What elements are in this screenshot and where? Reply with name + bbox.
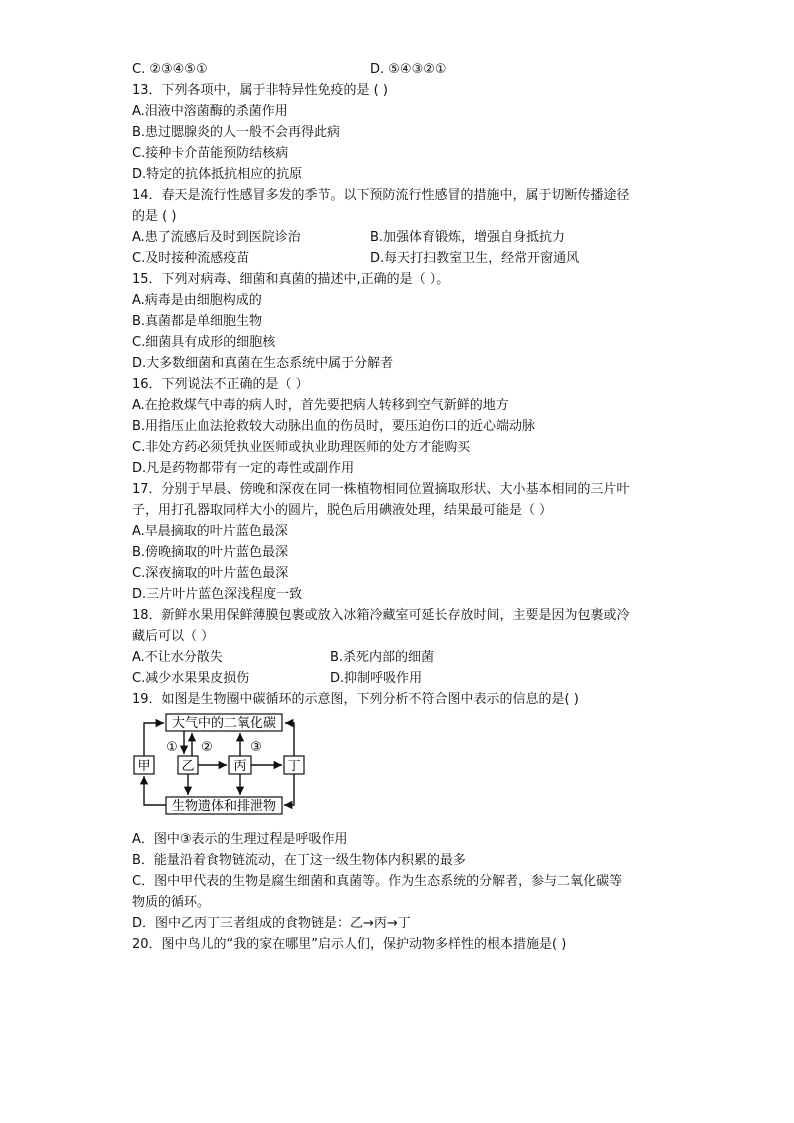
q17-option-b: B.傍晚摘取的叶片蓝色最深 bbox=[132, 545, 289, 560]
node-jia-label: 甲 bbox=[137, 759, 151, 774]
arrow-ding-to-co2 bbox=[285, 723, 294, 756]
arrow-ding-to-remains bbox=[284, 774, 294, 805]
q13-option-b: B.患过腮腺炎的人一般不会再得此病 bbox=[132, 125, 341, 140]
q16-option-a: A.在抢救煤气中毒的病人时，首先要把病人转移到空气新鲜的地方 bbox=[132, 398, 509, 413]
option-c-line1: C. ②③④⑤① bbox=[132, 62, 208, 77]
label-2: ② bbox=[201, 740, 213, 755]
q15-option-d: D.大多数细菌和真菌在生态系统中属于分解者 bbox=[132, 356, 394, 371]
question-20: 20．图中鸟儿的“我的家在哪里”启示人们，保护动物多样性的根本措施是( ) bbox=[132, 937, 567, 952]
q19-option-a: A．图中③表示的生理过程是呼吸作用 bbox=[132, 832, 348, 847]
question-16: 16．下列说法不正确的是（ ） bbox=[132, 377, 309, 392]
q19-option-c: C．图中甲代表的生物是腐生细菌和真菌等。作为生态系统的分解者，参与二氧化碳等 bbox=[132, 874, 623, 889]
node-ding-label: 丁 bbox=[287, 759, 301, 774]
q13-option-a: A.泪液中溶菌酶的杀菌作用 bbox=[132, 104, 288, 119]
question-17: 17．分别于早晨、傍晚和深夜在同一株植物相同位置摘取形状、大小基本相同的三片叶 bbox=[132, 482, 630, 497]
q14-option-c: C.及时接种流感疫苗 bbox=[132, 251, 250, 266]
question-18-cont: 藏后可以（ ） bbox=[132, 629, 215, 644]
question-14: 14．春天是流行性感冒多发的季节。以下预防流行性感冒的措施中，属于切断传播途径 bbox=[132, 188, 630, 203]
q19-option-c-cont: 物质的循环。 bbox=[132, 895, 211, 910]
q18-option-a: A.不让水分散失 bbox=[132, 650, 223, 665]
q15-option-c: C.细菌具有成形的细胞核 bbox=[132, 335, 276, 350]
q19-option-d: D．图中乙丙丁三者组成的食物链是：乙→丙→丁 bbox=[132, 916, 411, 931]
q18-option-b: B.杀死内部的细菌 bbox=[330, 650, 435, 665]
q16-option-b: B.用指压止血法抢救较大动脉出血的伤员时，要压迫伤口的近心端动脉 bbox=[132, 419, 536, 434]
atmosphere-co2-label: 大气中的二氧化碳 bbox=[171, 716, 277, 731]
question-14-cont: 的是 ( ) bbox=[132, 209, 177, 224]
option-d-line1: D. ⑤④③②① bbox=[370, 62, 447, 77]
remains-label: 生物遗体和排泄物 bbox=[171, 799, 277, 814]
node-bing-label: 丙 bbox=[233, 759, 247, 774]
arrow-jia-to-co2 bbox=[144, 723, 164, 756]
q14-option-d: D.每天打扫教室卫生，经常开窗通风 bbox=[370, 251, 580, 266]
q19-option-b: B．能量沿着食物链流动，在丁这一级生物体内积累的最多 bbox=[132, 853, 466, 868]
node-yi-label: 乙 bbox=[181, 759, 195, 774]
q18-option-d: D.抑制呼吸作用 bbox=[330, 671, 423, 686]
q15-option-b: B.真菌都是单细胞生物 bbox=[132, 314, 263, 329]
question-19: 19．如图是生物圈中碳循环的示意图，下列分析不符合图中表示的信息的是( ) bbox=[132, 692, 579, 707]
label-3: ③ bbox=[250, 740, 262, 755]
carbon-cycle-diagram bbox=[128, 710, 318, 820]
q18-option-c: C.减少水果果皮损伤 bbox=[132, 671, 250, 686]
q14-option-b: B.加强体育锻炼，增强自身抵抗力 bbox=[370, 230, 566, 245]
question-15: 15．下列对病毒、细菌和真菌的描述中,正确的是（ ）。 bbox=[132, 272, 450, 287]
question-18: 18．新鲜水果用保鲜薄膜包裹或放入冰箱冷藏室可延长存放时间，主要是因为包裹或冷 bbox=[132, 608, 630, 623]
q13-option-d: D.特定的抗体抵抗相应的抗原 bbox=[132, 167, 303, 182]
question-17-cont: 子，用打孔器取同样大小的圆片，脱色后用碘液处理，结果最可能是（ ） bbox=[132, 503, 553, 518]
q16-option-d: D.凡是药物都带有一定的毒性或副作用 bbox=[132, 461, 355, 476]
q13-option-c: C.接种卡介苗能预防结核病 bbox=[132, 146, 289, 161]
q17-option-d: D.三片叶片蓝色深浅程度一致 bbox=[132, 587, 303, 602]
q17-option-c: C.深夜摘取的叶片蓝色最深 bbox=[132, 566, 289, 581]
arrow-remains-to-jia bbox=[144, 776, 166, 805]
q14-option-a: A.患了流感后及时到医院诊治 bbox=[132, 230, 301, 245]
question-13: 13．下列各项中，属于非特异性免疫的是 ( ) bbox=[132, 83, 388, 98]
q16-option-c: C.非处方药必须凭执业医师或执业助理医师的处方才能购买 bbox=[132, 440, 471, 455]
label-1: ① bbox=[166, 740, 178, 755]
q17-option-a: A.早晨摘取的叶片蓝色最深 bbox=[132, 524, 288, 539]
q15-option-a: A.病毒是由细胞构成的 bbox=[132, 293, 262, 308]
